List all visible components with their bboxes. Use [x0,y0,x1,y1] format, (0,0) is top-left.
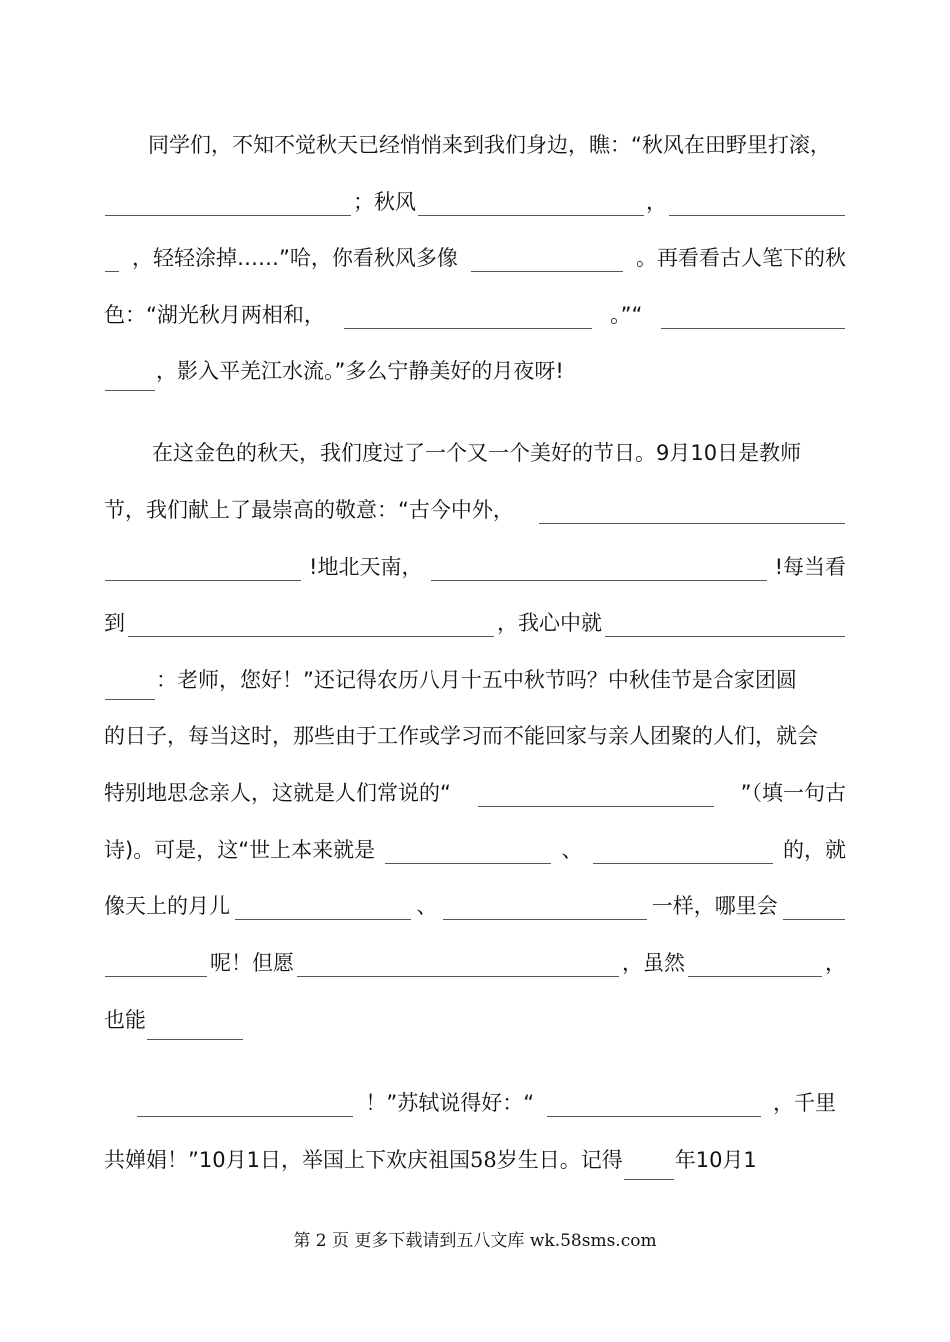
text-segment: ，轻轻涂掉……”哈，你看秋风多像 [132,246,458,270]
text-segment: 特别地思念亲人，这就是人们常说的“ [104,781,451,805]
text-segment: 在这金色的秋天，我们度过了一个又一个美好的节日。9月10日是教师 [152,441,802,465]
text-segment: ，千里 [772,1091,836,1115]
text-segment: 、 [561,838,583,862]
text-segment: 、 [416,894,438,918]
text-segment: ；秋风 [353,190,416,214]
paragraph-2-line-3 [104,547,846,587]
text-segment: ，我心中就 [497,611,602,635]
fill-blank[interactable] [105,188,351,216]
fill-blank[interactable] [593,836,773,864]
paragraph-2-line-7 [104,773,846,813]
paragraph-1-line-2 [104,182,846,222]
fill-blank[interactable] [661,301,845,329]
text-segment: !每当看 [774,555,846,579]
fill-blank[interactable] [105,363,155,391]
fill-blank[interactable] [431,553,767,581]
fill-blank[interactable] [539,496,845,524]
text-segment: 也能 [104,1008,146,1032]
text-segment: 年10月1 [674,1148,757,1172]
text-segment: !地北天南， [309,555,423,579]
text-segment: 同学们，不知不觉秋天已经悄悄来到我们身边，瞧：“秋风在田野里打滚， [148,133,831,157]
text-segment: 的，就 [782,838,846,862]
fill-blank[interactable] [688,949,822,977]
text-segment: 58 [469,1148,497,1172]
paragraph-1-line-4 [104,295,846,335]
text-segment: 的日子，每当这时，那些由于工作或学习而不能回家与亲人团聚的人们，就会 [104,724,818,748]
paragraph-2-line-9 [104,886,846,926]
paragraph-3-line-1 [136,1083,836,1123]
paragraph-2-line-5 [104,660,846,700]
page-footer: 第 2 页 更多下载请到五八文库 wk.58sms.com [293,1231,657,1251]
paragraph-2-line-4 [104,603,846,643]
fill-blank[interactable] [297,949,619,977]
text-segment: 像天上的月儿 [104,894,230,918]
text-segment: 呢！但愿 [210,951,294,975]
text-segment: 节，我们献上了最崇高的敬意：“古今中外， [104,498,514,522]
paragraph-2-line-1 [152,433,846,473]
fill-blank[interactable] [624,1152,674,1180]
fill-blank[interactable] [471,244,623,272]
paragraph-2-line-6 [104,716,846,756]
fill-blank[interactable] [385,836,551,864]
text-segment: ”（填一句古 [740,781,846,805]
paragraph-3-line-2 [104,1140,846,1180]
fill-blank[interactable] [128,609,494,637]
text-segment: 。再看看古人笔下的秋 [635,246,846,270]
text-segment: 一样，哪里会 [651,894,778,918]
fill-blank[interactable] [105,553,301,581]
fill-blank[interactable] [137,1089,353,1117]
fill-blank[interactable] [547,1089,761,1117]
text-segment: 共婵娟！”10月1日，举国上下欢庆祖国 [104,1148,470,1172]
fill-blank[interactable] [443,892,647,920]
fill-blank[interactable] [669,188,845,216]
fill-blank[interactable] [105,244,119,272]
fill-blank[interactable] [605,609,845,637]
fill-blank[interactable] [235,892,411,920]
fill-blank[interactable] [105,672,155,700]
paragraph-2-line-2 [104,490,846,530]
paragraph-2-line-10 [104,943,846,983]
text-segment: 。”“ [610,303,643,327]
fill-blank[interactable] [147,1012,243,1040]
text-segment: 色：“湖光秋月两相和， [104,303,325,327]
paragraph-2-line-11 [104,1000,846,1040]
text-segment: 到 [104,611,125,635]
paragraph-1-line-5 [104,351,846,391]
fill-blank[interactable] [105,949,207,977]
paragraph-1-line-1 [148,125,848,165]
fill-blank[interactable] [344,301,592,329]
text-segment: ， [646,190,667,214]
fill-blank[interactable] [478,779,714,807]
text-segment: ，虽然 [622,951,685,975]
text-segment: ！”苏轼说得好：“ [365,1091,535,1115]
paragraph-2-line-8 [104,830,846,870]
text-segment: 岁生日。记得 [496,1148,623,1172]
text-segment: ， [825,951,846,975]
text-segment: ，影入平羌江水流。”多么宁静美好的月夜呀! [156,359,564,383]
fill-blank[interactable] [418,188,644,216]
paragraph-1-line-3 [104,238,846,278]
text-segment: ：老师，您好！”还记得农历八月十五中秋节吗？中秋佳节是合家团圆 [156,668,797,692]
fill-blank[interactable] [783,892,845,920]
text-segment: 诗)。可是，这“世上本来就是 [104,838,376,862]
